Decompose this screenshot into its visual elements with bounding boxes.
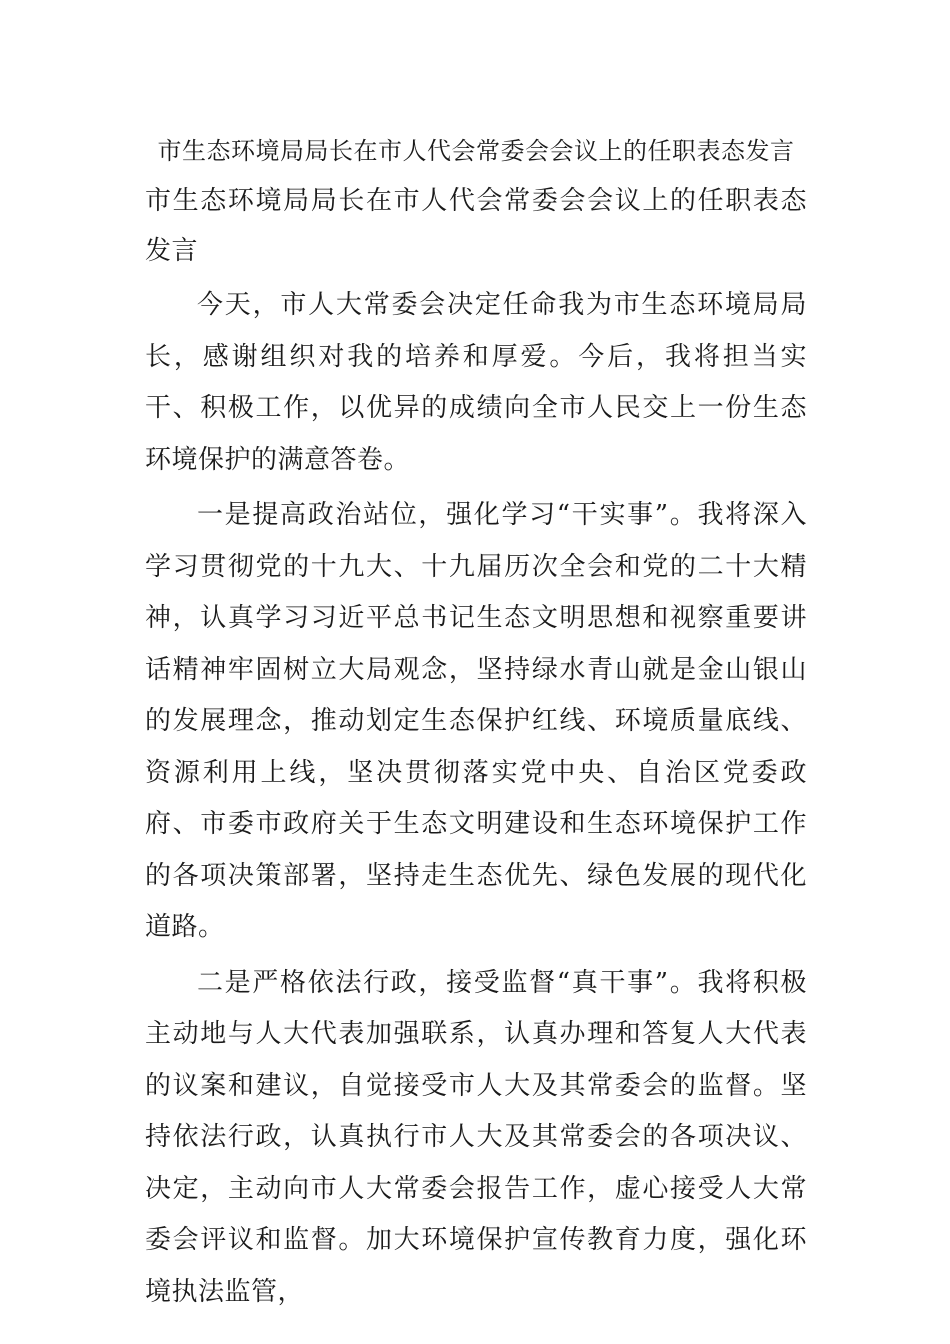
paragraph-point-one: 一是提高政治站位，强化学习“干实事”。我将深入学习贯彻党的十九大、十九届历次全会和党的二十大精神，认真学习习近平总书记生态文明思想和视察重要讲话精神牢固树立大局观念，坚持绿水青山就是金山银山的发展理念，推动划定生态保护红线、环境质量底线、资源利用上线，坚决贯彻落实党中央、自治区党委政府、市委市政府关于生态文明建设和生态环境保护工作的各项决策部署，坚持走生态优先、绿色发展的现代化道路。 bbox=[145, 500, 807, 942]
paragraph-point-two: 二是严格依法行政，接受监督“真干事”。我将积极主动地与人大代表加强联系，认真办理和答复人大代表的议案和建议，自觉接受市人大及其常委会的监督。坚持依法行政，认真执行市人大及其常委会的各项决议、决定，主动向市人大常委会报告工作，虚心接受人大常委会评议和监督。加大环境保护宣传教育力度，强化环境执法监管， bbox=[145, 967, 807, 1307]
document-page bbox=[145, 0, 807, 1318]
document-title: 市生态环境局局长在市人代会常委会会议上的任职表态发言 bbox=[157, 137, 795, 165]
paragraph-intro: 今天，市人大常委会决定任命我为市生态环境局局长，感谢组织对我的培养和厚爱。今后，我将担当实干、积极工作，以优异的成绩向全市人民交上一份生态环境保护的满意答卷。 bbox=[145, 290, 807, 475]
document-subtitle: 市生态环境局局长在市人代会常委会会议上的任职表态发言 bbox=[145, 186, 807, 266]
